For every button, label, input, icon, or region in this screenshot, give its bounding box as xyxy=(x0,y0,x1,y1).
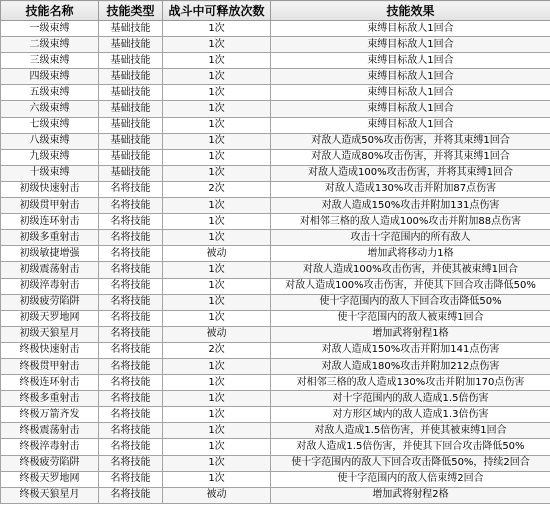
table-row xyxy=(1,246,550,262)
cell-skill-name: 初级贯甲射击 xyxy=(1,198,99,214)
cell-skill-name: 初级震荡射击 xyxy=(1,262,99,278)
cell-skill-type: 基础技能 xyxy=(99,117,163,133)
cell-effect: 对敌人造成1.5倍伤害，并使其被束缚1回合 xyxy=(271,423,550,439)
cell-effect: 对敌人造成80%攻击伤害，并将其束缚1回合 xyxy=(271,149,550,165)
cell-uses: 1次 xyxy=(163,391,271,407)
header-skill-effect: 技能效果 xyxy=(271,1,550,21)
cell-uses: 1次 xyxy=(163,149,271,165)
cell-skill-name: 终极连环射击 xyxy=(1,375,99,391)
table-header xyxy=(1,1,550,21)
cell-skill-type: 名将技能 xyxy=(99,230,163,246)
cell-skill-type: 名将技能 xyxy=(99,326,163,342)
cell-skill-type: 基础技能 xyxy=(99,21,163,37)
cell-skill-name: 八级束缚 xyxy=(1,133,99,149)
cell-uses: 1次 xyxy=(163,375,271,391)
cell-effect: 使十字范围内的敌人下回合攻击降低50% xyxy=(271,294,550,310)
cell-effect: 对方形区域内的敌人造成1.3倍伤害 xyxy=(271,407,550,423)
cell-uses: 1次 xyxy=(163,262,271,278)
cell-skill-name: 初级天狼星月 xyxy=(1,326,99,342)
cell-uses: 2次 xyxy=(163,342,271,358)
cell-skill-type: 名将技能 xyxy=(99,439,163,455)
table-row xyxy=(1,262,550,278)
cell-skill-name: 终极万箭齐发 xyxy=(1,407,99,423)
cell-skill-type: 名将技能 xyxy=(99,358,163,374)
cell-effect: 对十字范围内的敌人造成1.5倍伤害 xyxy=(271,391,550,407)
table-row xyxy=(1,69,550,85)
cell-uses: 2次 xyxy=(163,181,271,197)
header-uses-per-battle: 战斗中可释放次数 xyxy=(163,1,271,21)
cell-skill-type: 名将技能 xyxy=(99,310,163,326)
cell-skill-type: 名将技能 xyxy=(99,391,163,407)
cell-effect: 对敌人造成130%攻击并附加87点伤害 xyxy=(271,181,550,197)
cell-uses: 1次 xyxy=(163,358,271,374)
cell-skill-name: 终极震荡射击 xyxy=(1,423,99,439)
table-row xyxy=(1,278,550,294)
cell-skill-type: 名将技能 xyxy=(99,407,163,423)
table-row xyxy=(1,471,550,487)
cell-skill-name: 初级淬毒射击 xyxy=(1,278,99,294)
cell-skill-type: 基础技能 xyxy=(99,85,163,101)
header-row xyxy=(1,1,550,21)
cell-skill-name: 一级束缚 xyxy=(1,21,99,37)
cell-effect: 束缚目标敌人1回合 xyxy=(271,85,550,101)
cell-effect: 束缚目标敌人1回合 xyxy=(271,53,550,69)
cell-uses: 1次 xyxy=(163,455,271,471)
cell-uses: 1次 xyxy=(163,471,271,487)
table-row xyxy=(1,181,550,197)
cell-skill-name: 终极淬毒射击 xyxy=(1,439,99,455)
cell-skill-type: 名将技能 xyxy=(99,423,163,439)
cell-effect: 束缚目标敌人1回合 xyxy=(271,37,550,53)
cell-skill-type: 名将技能 xyxy=(99,455,163,471)
cell-uses: 1次 xyxy=(163,439,271,455)
cell-uses: 1次 xyxy=(163,21,271,37)
table-row xyxy=(1,487,550,503)
cell-skill-type: 名将技能 xyxy=(99,246,163,262)
cell-skill-name: 初级天罗地网 xyxy=(1,310,99,326)
cell-skill-name: 七级束缚 xyxy=(1,117,99,133)
table-row xyxy=(1,294,550,310)
table-row xyxy=(1,375,550,391)
cell-skill-name: 四级束缚 xyxy=(1,69,99,85)
cell-effect: 使十字范围内的敌人被束缚1回合 xyxy=(271,310,550,326)
cell-skill-name: 初级疲劳陷阱 xyxy=(1,294,99,310)
cell-uses: 1次 xyxy=(163,407,271,423)
cell-uses: 1次 xyxy=(163,101,271,117)
cell-uses: 1次 xyxy=(163,198,271,214)
table-row xyxy=(1,165,550,181)
cell-effect: 对相邻三格的敌人造成130%攻击并附加170点伤害 xyxy=(271,375,550,391)
cell-uses: 1次 xyxy=(163,230,271,246)
cell-effect: 对敌人造成150%攻击并附加141点伤害 xyxy=(271,342,550,358)
cell-skill-type: 名将技能 xyxy=(99,181,163,197)
cell-uses: 1次 xyxy=(163,278,271,294)
cell-skill-name: 初级连环射击 xyxy=(1,214,99,230)
cell-skill-type: 名将技能 xyxy=(99,487,163,503)
table-row xyxy=(1,101,550,117)
cell-uses: 1次 xyxy=(163,85,271,101)
table-row xyxy=(1,342,550,358)
cell-skill-name: 终极天狼星月 xyxy=(1,487,99,503)
cell-effect: 束缚目标敌人1回合 xyxy=(271,69,550,85)
cell-effect: 对敌人造成1.5倍伤害，并使其下回合攻击降低50% xyxy=(271,439,550,455)
cell-uses: 1次 xyxy=(163,69,271,85)
cell-uses: 1次 xyxy=(163,423,271,439)
table-row xyxy=(1,37,550,53)
cell-effect: 束缚目标敌人1回合 xyxy=(271,21,550,37)
cell-uses: 被动 xyxy=(163,326,271,342)
cell-skill-type: 基础技能 xyxy=(99,37,163,53)
table-row xyxy=(1,407,550,423)
cell-skill-name: 二级束缚 xyxy=(1,37,99,53)
table-row xyxy=(1,455,550,471)
cell-effect: 对敌人造成180%攻击并附加212点伤害 xyxy=(271,358,550,374)
cell-skill-name: 初级多重射击 xyxy=(1,230,99,246)
cell-uses: 1次 xyxy=(163,133,271,149)
cell-uses: 被动 xyxy=(163,246,271,262)
cell-skill-type: 名将技能 xyxy=(99,342,163,358)
cell-effect: 使十字范围内的敌人倍束缚2回合 xyxy=(271,471,550,487)
cell-uses: 1次 xyxy=(163,310,271,326)
cell-skill-type: 名将技能 xyxy=(99,198,163,214)
cell-skill-name: 终极多重射击 xyxy=(1,391,99,407)
cell-skill-type: 名将技能 xyxy=(99,262,163,278)
cell-uses: 1次 xyxy=(163,117,271,133)
cell-skill-type: 名将技能 xyxy=(99,375,163,391)
cell-effect: 对敌人造成50%攻击伤害，并将其束缚1回合 xyxy=(271,133,550,149)
cell-effect: 束缚目标敌人1回合 xyxy=(271,101,550,117)
cell-skill-name: 终极贯甲射击 xyxy=(1,358,99,374)
table-body xyxy=(1,21,550,504)
cell-effect: 束缚目标敌人1回合 xyxy=(271,117,550,133)
cell-skill-name: 九级束缚 xyxy=(1,149,99,165)
cell-skill-type: 名将技能 xyxy=(99,214,163,230)
cell-effect: 增加武将射程2格 xyxy=(271,487,550,503)
table-row xyxy=(1,423,550,439)
cell-skill-type: 名将技能 xyxy=(99,471,163,487)
cell-skill-name: 终极天罗地网 xyxy=(1,471,99,487)
table-row xyxy=(1,326,550,342)
cell-skill-name: 初级敏捷增强 xyxy=(1,246,99,262)
cell-skill-name: 十级束缚 xyxy=(1,165,99,181)
cell-effect: 对敌人造成100%攻击伤害，并将其束缚1回合 xyxy=(271,165,550,181)
cell-uses: 1次 xyxy=(163,214,271,230)
cell-uses: 被动 xyxy=(163,487,271,503)
cell-skill-type: 基础技能 xyxy=(99,149,163,165)
cell-skill-type: 基础技能 xyxy=(99,69,163,85)
table-row xyxy=(1,214,550,230)
cell-skill-type: 基础技能 xyxy=(99,165,163,181)
cell-effect: 攻击十字范围内的所有敌人 xyxy=(271,230,550,246)
table-row xyxy=(1,310,550,326)
cell-skill-name: 六级束缚 xyxy=(1,101,99,117)
cell-skill-name: 终极快速射击 xyxy=(1,342,99,358)
cell-skill-type: 基础技能 xyxy=(99,101,163,117)
header-skill-type: 技能类型 xyxy=(99,1,163,21)
table-row xyxy=(1,21,550,37)
table-row xyxy=(1,230,550,246)
cell-effect: 增加武将移动力1格 xyxy=(271,246,550,262)
table-row xyxy=(1,85,550,101)
cell-skill-type: 基础技能 xyxy=(99,53,163,69)
cell-skill-type: 基础技能 xyxy=(99,133,163,149)
cell-skill-type: 名将技能 xyxy=(99,278,163,294)
cell-effect: 使十字范围内的敌人下回合攻击降低50%，持续2回合 xyxy=(271,455,550,471)
cell-effect: 对敌人造成100%攻击伤害，并使其下回合攻击降低50% xyxy=(271,278,550,294)
cell-uses: 1次 xyxy=(163,37,271,53)
cell-skill-name: 三级束缚 xyxy=(1,53,99,69)
cell-uses: 1次 xyxy=(163,294,271,310)
cell-effect: 增加武将射程1格 xyxy=(271,326,550,342)
cell-uses: 1次 xyxy=(163,53,271,69)
cell-effect: 对相邻三格的敌人造成100%攻击并附加88点伤害 xyxy=(271,214,550,230)
table-row xyxy=(1,439,550,455)
cell-skill-type: 名将技能 xyxy=(99,294,163,310)
cell-effect: 对敌人造成100%攻击伤害，并使其被束缚1回合 xyxy=(271,262,550,278)
cell-skill-name: 五级束缚 xyxy=(1,85,99,101)
table-row xyxy=(1,149,550,165)
table-row xyxy=(1,53,550,69)
table-row xyxy=(1,198,550,214)
cell-skill-name: 终极疲劳陷阱 xyxy=(1,455,99,471)
cell-uses: 1次 xyxy=(163,165,271,181)
cell-skill-name: 初级快速射击 xyxy=(1,181,99,197)
table-row xyxy=(1,133,550,149)
table-row xyxy=(1,391,550,407)
cell-effect: 对敌人造成150%攻击并附加131点伤害 xyxy=(271,198,550,214)
header-skill-name: 技能名称 xyxy=(1,1,99,21)
table-row xyxy=(1,117,550,133)
table-row xyxy=(1,358,550,374)
